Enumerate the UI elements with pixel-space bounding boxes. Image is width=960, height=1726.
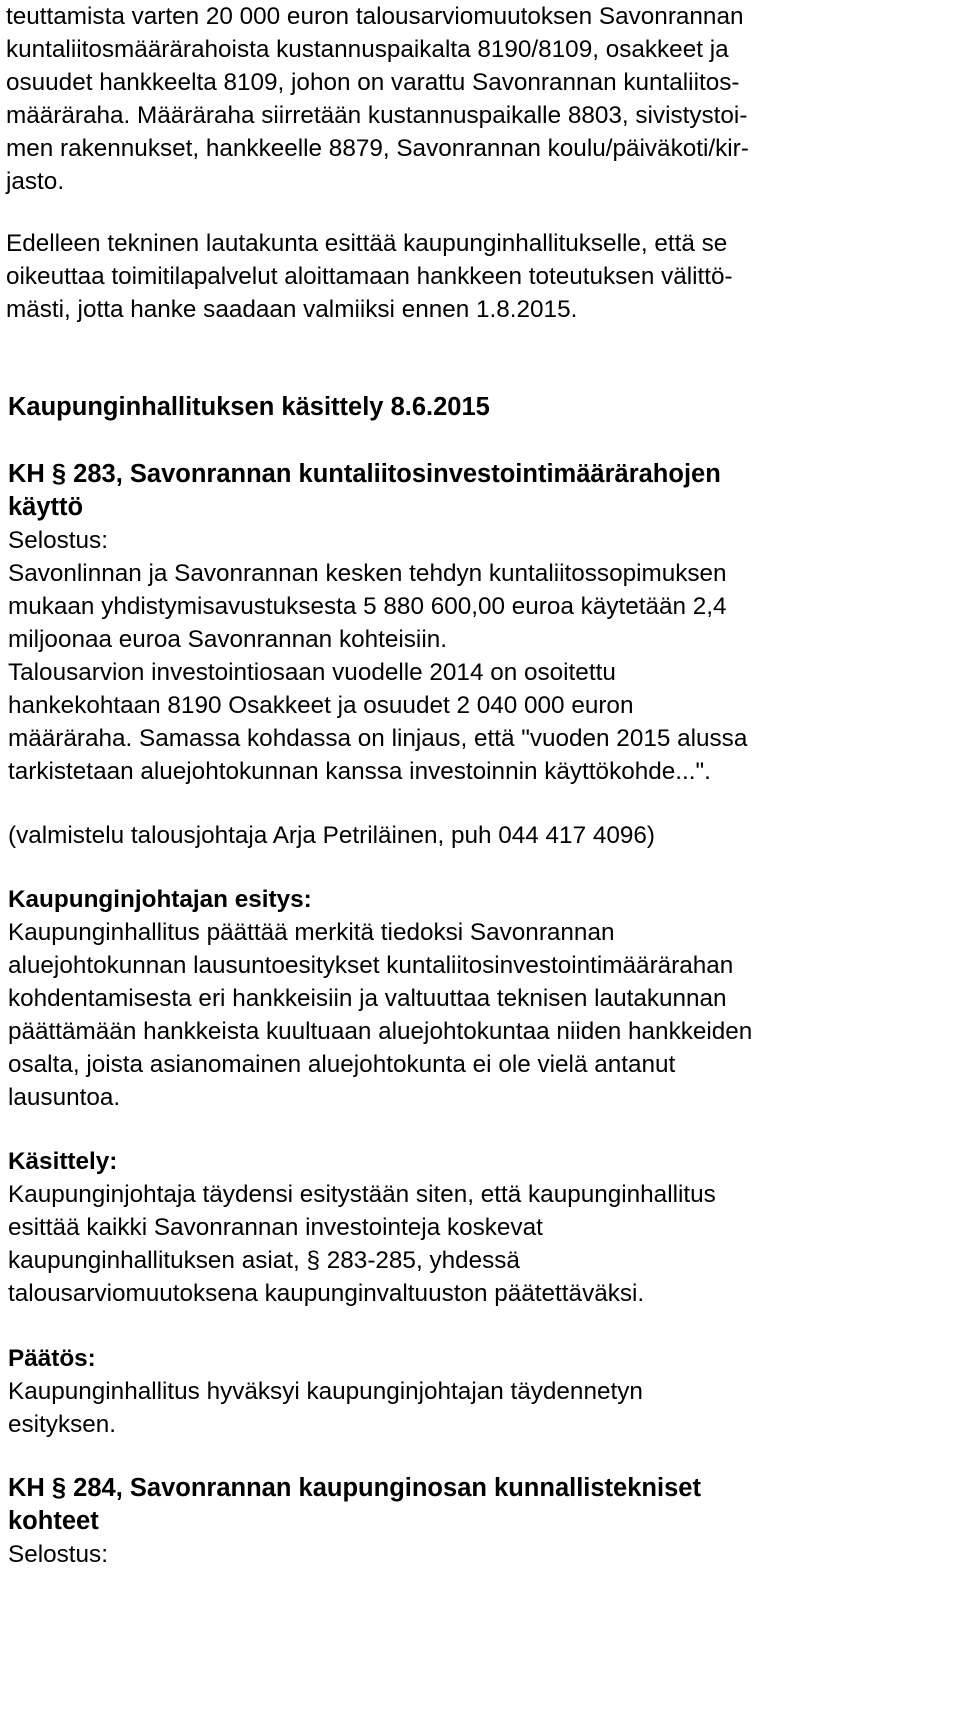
text-line: osalta, joista asianomainen aluejohtokunta ei ole vielä antanut: [8, 1051, 676, 1078]
mayor-proposal-label: Kaupunginjohtajan esitys:: [8, 886, 312, 913]
kh-283-title: [8, 458, 953, 524]
text-line: määräraha. Määräraha siirretään kustannuspaikalle 8803, sivistystoi-: [6, 102, 748, 129]
text-line: mästi, jotta hanke saadaan valmiiksi ennen 1.8.2015.: [6, 296, 578, 323]
text-line: aluejohtokunnan lausuntoesitykset kuntaliitosinvestointimäärärahan: [8, 952, 734, 979]
text-line: teuttamista varten 20 000 euron talousarviomuutoksen Savonrannan: [6, 3, 744, 30]
section-title-line: kohteet: [8, 1507, 99, 1535]
text-line: miljoonaa euroa Savonrannan kohteisiin.: [8, 626, 447, 653]
text-line: Kaupunginhallitus päättää merkitä tiedoksi Savonrannan: [8, 919, 615, 946]
section-heading: Kaupunginhallituksen käsittely 8.6.2015: [8, 393, 490, 421]
text-line: osuudet hankkeelta 8109, johon on varattu Savonrannan kuntaliitos-: [6, 69, 740, 96]
text-line: Edelleen tekninen lautakunta esittää kaupunginhallitukselle, että se: [6, 230, 728, 257]
kh-284-title: [8, 1472, 953, 1571]
processing-section: [8, 1145, 953, 1310]
text-line: esityksen.: [8, 1411, 117, 1438]
text-line: men rakennukset, hankkeelle 8879, Savonrannan koulu/päiväkoti/kir-: [6, 135, 749, 162]
selostus-label: Selostus:: [8, 1541, 108, 1568]
mayor-proposal: [8, 883, 953, 1114]
text-line: hankekohtaan 8190 Osakkeet ja osuudet 2 040 000 euron: [8, 692, 634, 719]
text-line: kohdentamisesta eri hankkeisiin ja valtuuttaa teknisen lautakunnan: [8, 985, 727, 1012]
text-line: kuntaliitosmäärärahoista kustannuspaikalta 8190/8109, osakkeet ja: [6, 36, 729, 63]
text-line: mukaan yhdistymisavustuksesta 5 880 600,00 euroa käytetään 2,4: [8, 593, 727, 620]
text-line: Talousarvion investointiosaan vuodelle 2014 on osoitettu: [8, 659, 616, 686]
text-line: lausuntoa.: [8, 1084, 121, 1111]
text-line: määräraha. Samassa kohdassa on linjaus, että "vuoden 2015 alussa: [8, 725, 748, 752]
text-line: talousarviomuutoksena kaupunginvaltuuston päätettäväksi.: [8, 1280, 645, 1307]
section-title-line: KH § 283, Savonrannan kuntaliitosinvestointimäärärahojen: [8, 460, 721, 488]
selostus-label: Selostus:: [8, 527, 108, 554]
decision-section: [8, 1342, 953, 1441]
section-title-line: KH § 284, Savonrannan kaupunginosan kunnallistekniset: [8, 1474, 701, 1502]
board-processing-heading: [8, 391, 953, 424]
preparer-note: [8, 819, 953, 852]
text-line: Kaupunginjohtaja täydensi esitystään siten, että kaupunginhallitus: [8, 1181, 716, 1208]
text-line: Kaupunginhallitus hyväksyi kaupunginjohtajan täydennetyn: [8, 1378, 643, 1405]
preparer-text: (valmistelu talousjohtaja Arja Petriläinen, puh 044 417 4096): [8, 822, 655, 849]
paragraph-budget-transfer: [6, 0, 946, 198]
text-line: päättämään hankkeista kuultuaan aluejohtokuntaa niiden hankkeiden: [8, 1018, 753, 1045]
paragraph-technical-board-proposal: [6, 227, 946, 326]
section-title-line: käyttö: [8, 493, 84, 521]
kh-283-selostus: [8, 524, 953, 788]
processing-label: Käsittely:: [8, 1148, 118, 1175]
text-line: oikeuttaa toimitilapalvelut aloittamaan hankkeen toteutuksen välittö-: [6, 263, 733, 290]
text-line: Savonlinnan ja Savonrannan kesken tehdyn kuntaliitossopimuksen: [8, 560, 727, 587]
text-line: tarkistetaan aluejohtokunnan kanssa investoinnin käyttökohde...".: [8, 758, 711, 785]
text-line: jasto.: [6, 168, 65, 195]
text-line: kaupunginhallituksen asiat, § 283-285, yhdessä: [8, 1247, 520, 1274]
decision-label: Päätös:: [8, 1345, 96, 1372]
text-line: esittää kaikki Savonrannan investointeja koskevat: [8, 1214, 543, 1241]
